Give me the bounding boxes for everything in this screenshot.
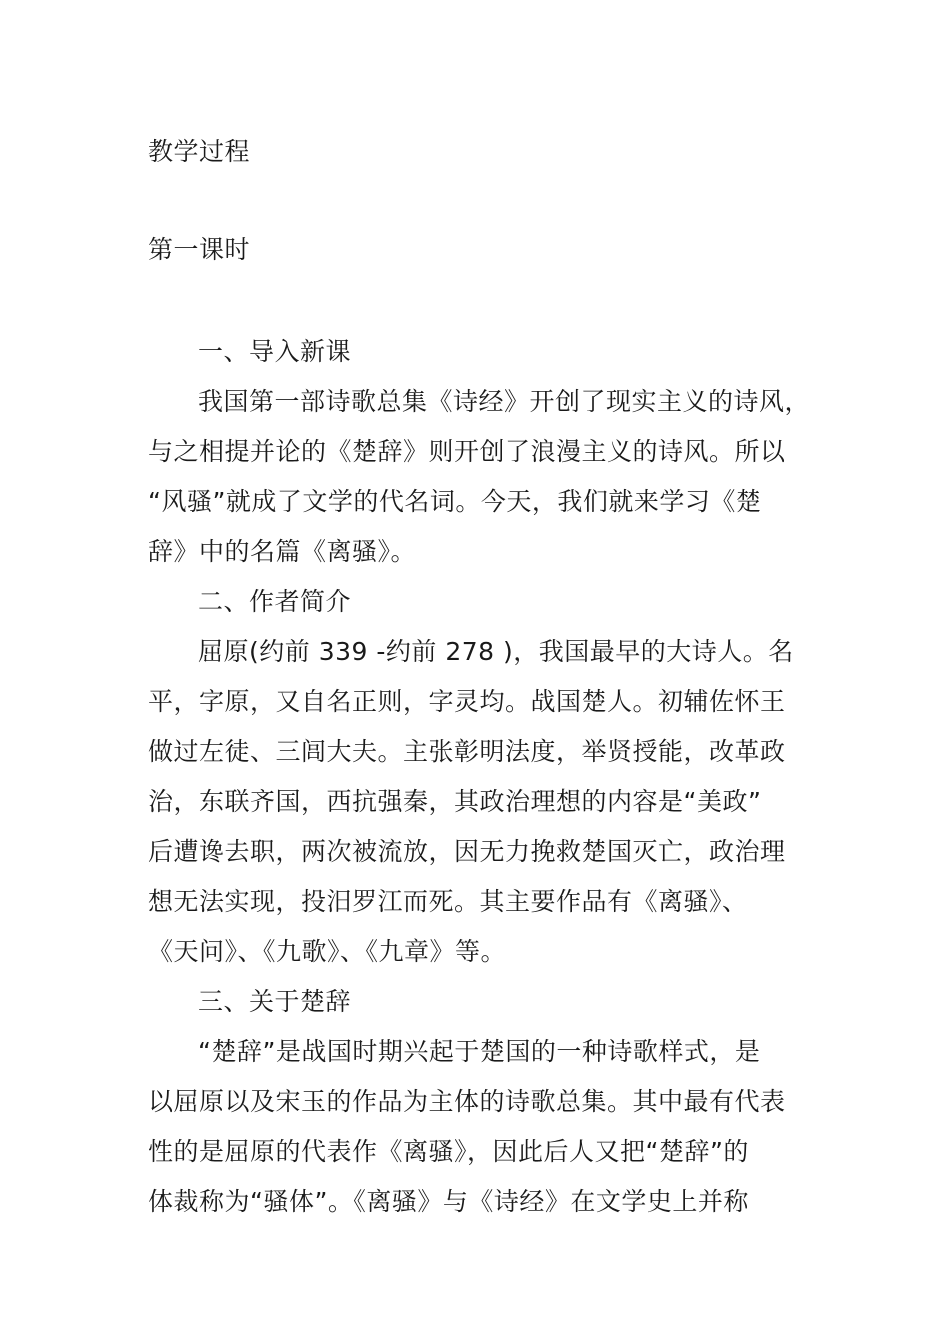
section-heading-intro: 一、导入新课 (198, 337, 352, 366)
paragraph-line: 性的是屈原的代表作《离骚》，因此后人又把“楚辞”的 (148, 1137, 749, 1166)
paragraph-line: 《天问》、《九歌》、《九章》等。 (148, 937, 507, 966)
section-heading-chuci: 三、关于楚辞 (198, 987, 352, 1016)
paragraph-line: “楚辞”是战国时期兴起于楚国的一种诗歌样式，是 (198, 1037, 761, 1066)
paragraph-line: 我国第一部诗歌总集《诗经》开创了现实主义的诗风， (198, 387, 811, 416)
paragraph-line: 做过左徒、三闾大夫。主张彰明法度，举贤授能，改革政 (148, 737, 786, 766)
page-title: 教学过程 (148, 137, 251, 166)
paragraph-line: 以屈原以及宋玉的作品为主体的诗歌总集。其中最有代表 (148, 1087, 786, 1116)
paragraph-line: 辞》中的名篇《离骚》。 (148, 537, 417, 566)
paragraph-line: 平，字原，又自名正则，字灵均。战国楚人。初辅佐怀王 (148, 687, 786, 716)
section-heading-author: 二、作者简介 (198, 587, 352, 616)
paragraph-line: 想无法实现，投汨罗江而死。其主要作品有《离骚》、 (148, 887, 748, 916)
paragraph-line: 屈原(约前 339 -约前 278 )，我国最早的大诗人。名 (198, 637, 794, 666)
paragraph-line: 与之相提并论的《楚辞》则开创了浪漫主义的诗风。所以 (148, 437, 786, 466)
paragraph-line: 体裁称为“骚体”。《离骚》与《诗经》在文学史上并称 (148, 1187, 749, 1216)
paragraph-line: 后遭谗去职，两次被流放，因无力挽救楚国灭亡，政治理 (148, 837, 786, 866)
paragraph-line: 治，东联齐国，西抗强秦，其政治理想的内容是“美政” (148, 787, 762, 816)
lesson-label: 第一课时 (148, 235, 251, 264)
paragraph-line: “风骚”就成了文学的代名词。今天，我们就来学习《楚 (148, 487, 762, 516)
